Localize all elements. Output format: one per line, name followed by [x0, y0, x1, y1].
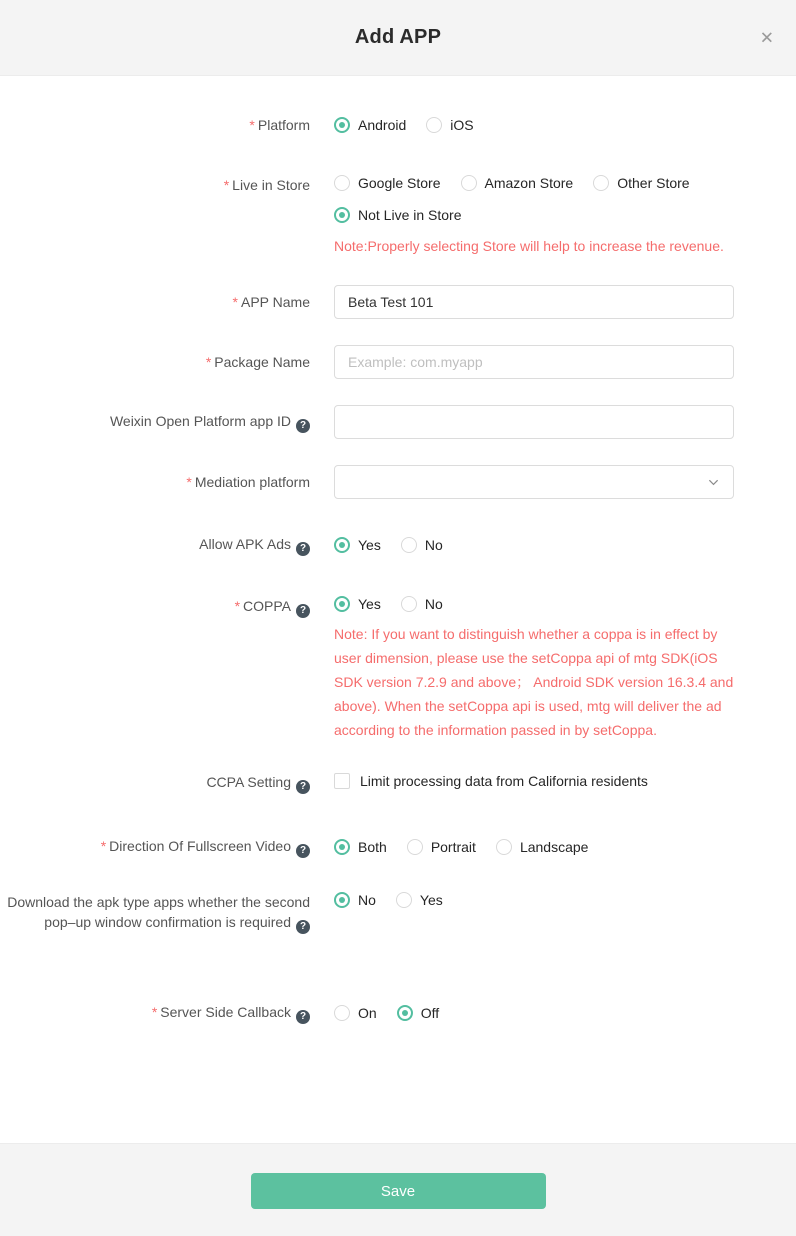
weixin-app-id-label	[0, 411, 310, 433]
help-icon[interactable]: ?	[296, 780, 310, 794]
save-button[interactable]: Save	[251, 1173, 546, 1209]
package-name-row	[0, 345, 796, 379]
radio-label: Landscape	[519, 839, 589, 855]
platform-radio-group	[334, 117, 796, 133]
dialog-header	[0, 0, 796, 76]
radio-label: Yes	[358, 596, 381, 612]
platform-label	[0, 115, 310, 135]
help-icon[interactable]: ?	[296, 542, 310, 556]
required-marker: *	[100, 838, 107, 854]
radio-circle-icon[interactable]	[334, 1005, 350, 1021]
ccpa-checkbox-item[interactable]	[334, 773, 648, 789]
radio-server-callback-off[interactable]	[397, 1005, 439, 1021]
app-name-row	[0, 285, 796, 319]
weixin-app-id-input[interactable]	[334, 405, 734, 439]
add-app-form	[0, 76, 796, 1024]
package-name-label	[0, 352, 310, 372]
close-icon[interactable]: ✕	[759, 28, 774, 47]
platform-label-text: Platform	[257, 117, 310, 133]
dialog-title: Add APP	[354, 26, 442, 48]
live-in-store-label-text: Live in Store	[232, 177, 310, 193]
package-name-input[interactable]	[334, 345, 734, 379]
store-radio-group-line1	[334, 175, 796, 191]
radio-circle-icon[interactable]	[396, 892, 412, 908]
mediation-platform-select[interactable]	[334, 465, 734, 499]
help-icon[interactable]: ?	[296, 920, 310, 934]
live-in-store-row	[0, 175, 796, 257]
required-marker: *	[223, 177, 230, 193]
radio-circle-icon[interactable]	[334, 175, 350, 191]
radio-circle-checked-icon[interactable]	[397, 1005, 413, 1021]
radio-circle-icon[interactable]	[496, 839, 512, 855]
required-marker: *	[234, 598, 241, 614]
direction-row	[0, 836, 796, 858]
radio-server-callback-on[interactable]	[334, 1005, 377, 1021]
radio-coppa-yes[interactable]	[334, 596, 381, 612]
mediation-platform-row	[0, 465, 796, 499]
direction-radio-group	[334, 839, 796, 855]
radio-label: On	[358, 1005, 377, 1021]
radio-circle-icon[interactable]	[407, 839, 423, 855]
radio-not-live-in-store[interactable]	[334, 207, 462, 223]
server-callback-row	[0, 1002, 796, 1024]
radio-direction-both[interactable]	[334, 839, 387, 855]
platform-row	[0, 115, 796, 135]
direction-label-text: Direction Of Fullscreen Video	[109, 838, 291, 854]
radio-label: Off	[420, 1005, 440, 1021]
radio-circle-checked-icon[interactable]	[334, 207, 350, 223]
radio-allow-apk-no[interactable]	[401, 537, 443, 553]
radio-label: No	[358, 892, 376, 908]
radio-circle-icon[interactable]	[426, 117, 442, 133]
allow-apk-ads-label	[0, 534, 310, 556]
mediation-platform-label-text: Mediation platform	[194, 474, 310, 490]
coppa-label-text: COPPA	[243, 598, 291, 614]
coppa-note: Note: If you want to distinguish whether a coppa is in effect by user dimension, please use the setCoppa api of mtg SDK(iOS SDK version 7.2.9 and above； Android SDK version 16.3.4 and above). When the setCoppa api is used, mtg will deliver the ad according to the information passed in by setCoppa.	[334, 626, 734, 738]
live-in-store-label	[0, 175, 310, 195]
weixin-app-id-label-text: Weixin Open Platform app ID	[109, 413, 291, 429]
radio-coppa-no[interactable]	[401, 596, 443, 612]
radio-label: No	[424, 596, 443, 612]
app-name-label	[0, 292, 310, 312]
help-icon[interactable]: ?	[296, 844, 310, 858]
radio-android[interactable]	[334, 117, 406, 133]
radio-circle-icon[interactable]	[461, 175, 477, 191]
ccpa-setting-row	[0, 772, 796, 794]
allow-apk-ads-label-text: Allow APK Ads	[199, 536, 291, 552]
radio-label: Google Store	[358, 175, 441, 191]
package-name-label-text: Package Name	[214, 354, 310, 370]
radio-label: Amazon Store	[484, 175, 574, 191]
required-marker: *	[186, 474, 192, 490]
coppa-label	[0, 596, 310, 618]
coppa-row	[0, 596, 796, 742]
store-note: Note:Properly selecting Store will help to increase the revenue.	[334, 238, 724, 254]
ccpa-setting-label-text: CCPA Setting	[206, 774, 291, 790]
radio-label: Both	[358, 839, 387, 855]
radio-direction-landscape[interactable]	[496, 839, 589, 855]
store-radio-group-line2	[334, 207, 796, 223]
coppa-radio-group	[334, 596, 796, 612]
ccpa-checkbox-label: Limit processing data from California residents	[360, 772, 648, 789]
allow-apk-ads-radio-group	[334, 537, 796, 553]
radio-amazon-store[interactable]	[461, 175, 574, 191]
radio-circle-checked-icon[interactable]	[334, 892, 350, 908]
radio-circle-checked-icon[interactable]	[334, 537, 350, 553]
radio-circle-icon[interactable]	[401, 596, 417, 612]
radio-label: Yes	[358, 537, 381, 553]
required-marker: *	[151, 1004, 158, 1020]
radio-label: Not Live in Store	[358, 207, 462, 223]
mediation-platform-label	[0, 472, 310, 492]
help-icon[interactable]: ?	[296, 604, 310, 618]
weixin-app-id-row	[0, 405, 796, 439]
allow-apk-ads-row	[0, 534, 796, 556]
apk-popup-label	[0, 892, 310, 934]
radio-apk-popup-yes[interactable]	[396, 892, 443, 908]
radio-label: Portrait	[430, 839, 476, 855]
radio-apk-popup-no[interactable]	[334, 892, 376, 908]
required-marker: *	[232, 294, 238, 310]
apk-popup-label-text: Download the apk type apps whether the second pop–up window confirmation is required	[7, 894, 310, 930]
radio-circle-checked-icon[interactable]	[334, 839, 350, 855]
radio-label: No	[424, 537, 443, 553]
direction-label	[0, 836, 310, 858]
radio-label: iOS	[450, 117, 474, 133]
radio-circle-checked-icon[interactable]	[334, 596, 350, 612]
ccpa-setting-label	[0, 772, 310, 794]
radio-google-store[interactable]	[334, 175, 441, 191]
checkbox-unchecked-icon[interactable]	[334, 773, 350, 789]
server-callback-label	[0, 1002, 310, 1024]
server-callback-label-text: Server Side Callback	[160, 1004, 291, 1020]
radio-label: Yes	[419, 892, 443, 908]
dialog-footer	[0, 1143, 796, 1236]
apk-popup-row	[0, 892, 796, 934]
help-icon[interactable]: ?	[296, 1010, 310, 1024]
radio-circle-checked-icon[interactable]	[334, 117, 350, 133]
required-marker: *	[205, 354, 212, 370]
radio-ios[interactable]	[426, 117, 473, 133]
radio-label: Android	[358, 117, 407, 133]
help-icon[interactable]: ?	[296, 419, 310, 433]
radio-other-store[interactable]	[593, 175, 689, 191]
radio-label: Other Store	[617, 175, 690, 191]
required-marker: *	[249, 117, 255, 133]
radio-direction-portrait[interactable]	[407, 839, 476, 855]
app-name-label-text: APP Name	[241, 294, 310, 310]
app-name-input[interactable]	[334, 285, 734, 319]
radio-allow-apk-yes[interactable]	[334, 537, 381, 553]
radio-circle-icon[interactable]	[401, 537, 417, 553]
server-callback-radio-group	[334, 1005, 796, 1021]
apk-popup-radio-group	[334, 892, 796, 908]
radio-circle-icon[interactable]	[593, 175, 609, 191]
chevron-down-icon	[707, 476, 720, 489]
